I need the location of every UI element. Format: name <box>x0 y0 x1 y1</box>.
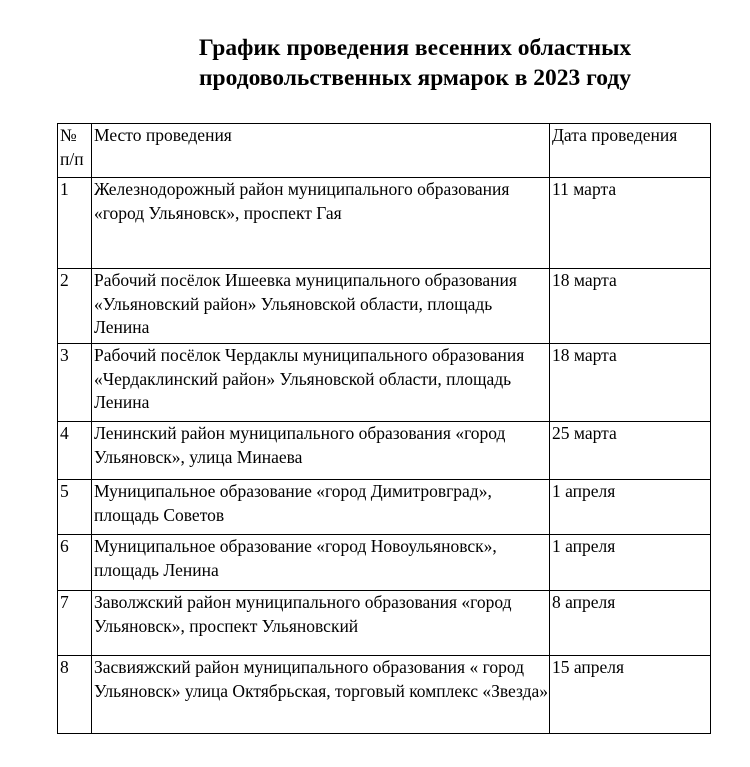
document-title <box>0 33 750 93</box>
row-num: 5 <box>58 480 92 535</box>
row-num: 8 <box>58 656 92 734</box>
title-line-1: График проведения весенних областных <box>198 35 632 61</box>
row-place: Железнодорожный район муниципального образования «город Ульяновск», проспект Гая <box>92 178 550 269</box>
row-place: Муниципальное образование «город Димитровград», площадь Советов <box>92 480 550 535</box>
table-row <box>58 269 711 344</box>
header-date: Дата проведения <box>550 124 711 178</box>
row-place: Муниципальное образование «город Новоульяновск», площадь Ленина <box>92 535 550 591</box>
table-row <box>58 344 711 422</box>
row-place: Заволжский район муниципального образования «город Ульяновск», проспект Ульяновский <box>92 591 550 656</box>
row-num: 1 <box>58 178 92 269</box>
table-row <box>58 656 711 734</box>
row-date: 8 апреля <box>550 591 711 656</box>
table-header-row <box>58 124 711 178</box>
table-row <box>58 480 711 535</box>
row-place: Рабочий посёлок Ишеевка муниципального образования «Ульяновский район» Ульяновской области, площадь Ленина <box>92 269 550 344</box>
row-date: 18 марта <box>550 344 711 422</box>
fair-schedule-table <box>57 123 711 734</box>
row-place: Ленинский район муниципального образования «город Ульяновск», улица Минаева <box>92 422 550 480</box>
table-row <box>58 535 711 591</box>
row-place: Засвияжский район муниципального образования « город Ульяновск» улица Октябрьская, торговый комплекс «Звезда» <box>92 656 550 734</box>
header-num: № п/п <box>58 124 92 178</box>
row-num: 4 <box>58 422 92 480</box>
table-row <box>58 591 711 656</box>
header-place: Место проведения <box>92 124 550 178</box>
table-row <box>58 178 711 269</box>
row-num: 3 <box>58 344 92 422</box>
row-date: 18 марта <box>550 269 711 344</box>
row-place: Рабочий посёлок Чердаклы муниципального образования «Чердаклинский район» Ульяновской области, площадь Ленина <box>92 344 550 422</box>
row-num: 2 <box>58 269 92 344</box>
row-date: 1 апреля <box>550 480 711 535</box>
table-row <box>58 422 711 480</box>
row-num: 7 <box>58 591 92 656</box>
row-date: 25 марта <box>550 422 711 480</box>
row-date: 1 апреля <box>550 535 711 591</box>
row-date: 11 марта <box>550 178 711 269</box>
row-date: 15 апреля <box>550 656 711 734</box>
title-line-2: продовольственных ярмарок в 2023 году <box>199 65 631 91</box>
row-num: 6 <box>58 535 92 591</box>
